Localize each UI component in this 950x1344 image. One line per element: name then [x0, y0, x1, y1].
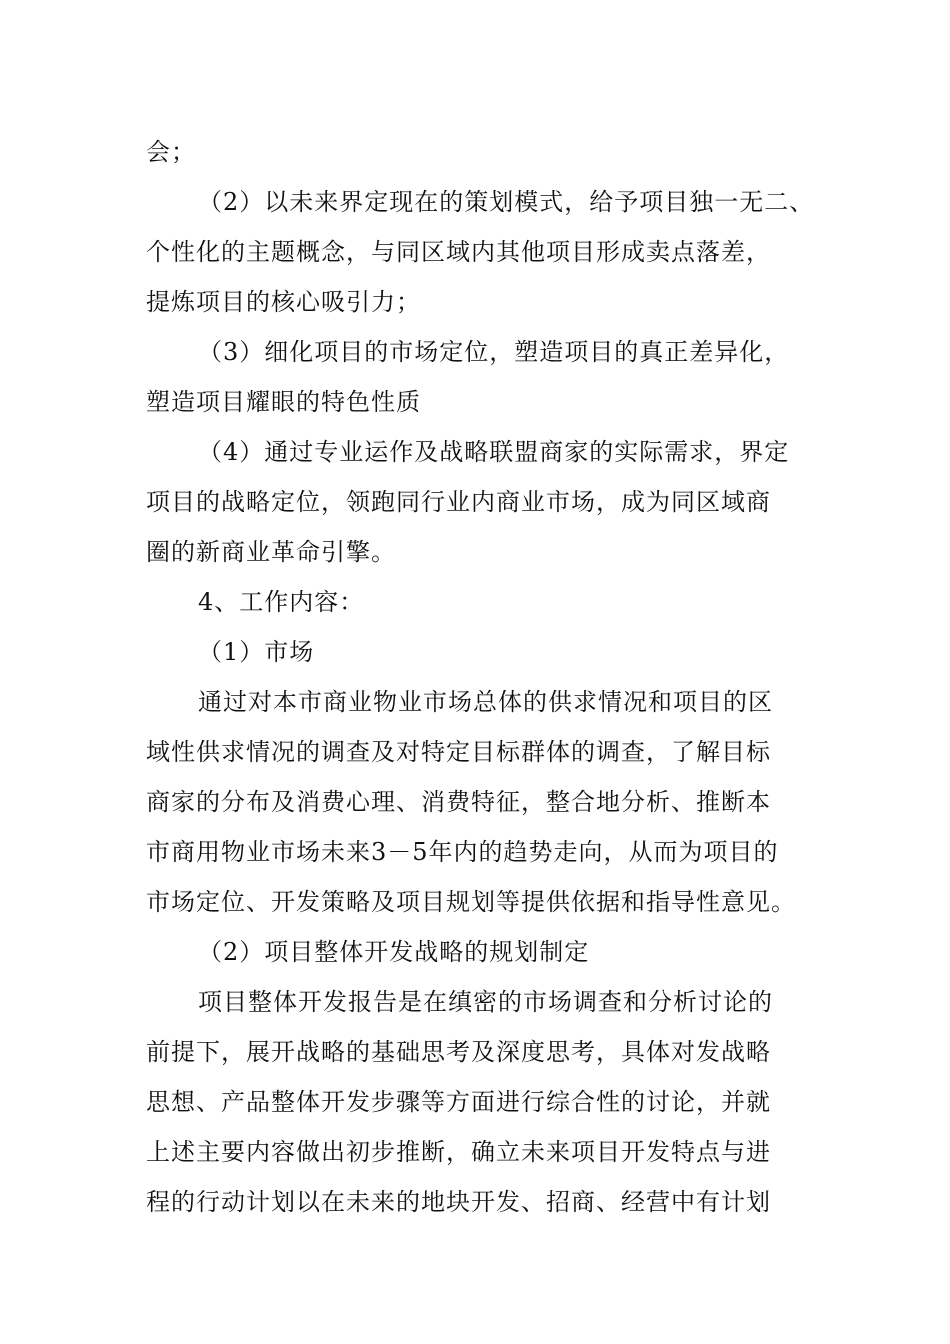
- text-line: 提炼项目的核心吸引力；: [146, 288, 421, 316]
- document-body: [146, 127, 815, 1227]
- subsection-heading: （2）项目整体开发战略的规划制定: [198, 938, 590, 966]
- text-line: 会；: [146, 138, 196, 166]
- text-line: 前提下，展开战略的基础思考及深度思考，具体对发战略: [146, 1038, 771, 1066]
- text-line: 项目的战略定位，领跑同行业内商业市场，成为同区域商: [146, 488, 771, 516]
- text-line: （2）以未来界定现在的策划模式，给予项目独一无二、: [198, 188, 815, 216]
- text-line: 塑造项目耀眼的特色性质: [146, 388, 421, 416]
- text-line: 圈的新商业革命引擎。: [146, 538, 396, 566]
- text-line: （4）通过专业运作及战略联盟商家的实际需求，界定: [198, 438, 790, 466]
- text-line: 通过对本市商业物业市场总体的供求情况和项目的区: [198, 688, 773, 716]
- text-line: 项目整体开发报告是在缜密的市场调查和分析讨论的: [198, 988, 773, 1016]
- text-line: 域性供求情况的调查及对特定目标群体的调查，了解目标: [146, 738, 771, 766]
- text-line: 上述主要内容做出初步推断，确立未来项目开发特点与进: [146, 1138, 771, 1166]
- text-line: 个性化的主题概念，与同区域内其他项目形成卖点落差，: [146, 238, 771, 266]
- subsection-heading: （1）市场: [198, 638, 315, 666]
- text-line: 商家的分布及消费心理、消费特征，整合地分析、推断本: [146, 788, 771, 816]
- section-heading: 4、工作内容：: [198, 588, 365, 616]
- text-line: 市商用物业市场未来3－5年内的趋势走向，从而为项目的: [146, 838, 779, 866]
- text-line: 思想、产品整体开发步骤等方面进行综合性的讨论，并就: [146, 1088, 771, 1116]
- text-line: （3）细化项目的市场定位，塑造项目的真正差异化，: [198, 338, 790, 366]
- text-line: 程的行动计划以在未来的地块开发、招商、经营中有计划: [146, 1188, 771, 1216]
- text-line: 市场定位、开发策略及项目规划等提供依据和指导性意见。: [146, 888, 796, 916]
